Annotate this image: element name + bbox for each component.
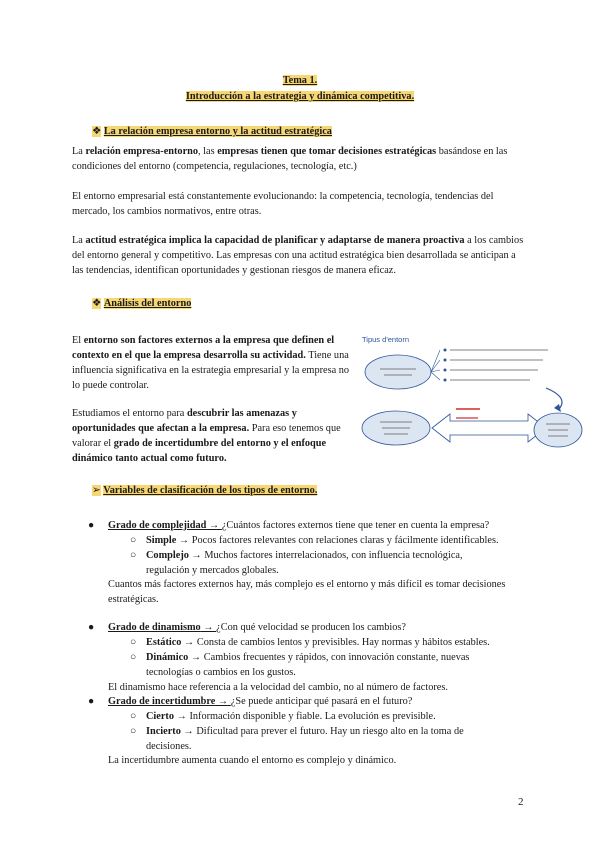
bullet-dot: ● xyxy=(88,520,95,531)
section2-paragraph2: Estudiamos el entorno para descubrir las amenazas y oportunidades que afectan a la empresa. Para eso tenemos que valorar el grado de incertidumbre del entorno y el enfoque dinámico tanto actual como futuro. xyxy=(72,408,341,464)
page-number: 2 xyxy=(518,796,524,808)
section1-paragraph3: La actitud estratégica implica la capacidad de planificar y adaptarse de manera proactiva a los cambios del entorno general y competitivo. Las empresas con una actitud estratégica bien desarrollada se anticipan a las tendencias, identifican oportunidades y gestionan riesgos de manera eficaz. xyxy=(72,235,524,276)
dynamism-item: Grado de dinamismo → ¿Con qué velocidad se producen los cambios? xyxy=(108,622,407,633)
diagram-title: Tipus d'entorn xyxy=(362,335,410,344)
bullet-dot: ● xyxy=(88,622,95,633)
diagram-double-arrow xyxy=(432,414,546,442)
diagram-list xyxy=(444,349,549,382)
circle-bullet-icon: ○ xyxy=(130,637,137,648)
uncertainty-uncertain: Incierto → Dificultad para prever el futuro. Hay un riesgo alto en la toma de decisiones. xyxy=(146,726,464,752)
complexity-complex: Complejo → Muchos factores interrelacionados, con influencia tecnológica, regulación y mercados globales. xyxy=(146,550,463,576)
section2-paragraph1: El entorno son factores externos a la empresa que definen el contexto en el que la empresa desarrolla su actividad. Tiene una influencia significativa en la estrategia empresarial y la empresa no lo puede controlar. xyxy=(72,335,350,391)
uncertainty-note: La incertidumbre aumenta cuando el entorno es complejo y dinámico. xyxy=(108,755,397,766)
title-line1: Tema 1. xyxy=(282,75,318,86)
diagram-arrowhead xyxy=(554,404,561,412)
section2-heading: ❖ Análisis del entorno xyxy=(92,298,192,309)
complexity-simple: Simple → Pocos factores relevantes con relaciones claras y fácilmente identificables. xyxy=(146,535,499,546)
diagram-connector xyxy=(431,350,440,380)
circle-bullet-icon: ○ xyxy=(130,726,137,737)
circle-bullet-icon: ○ xyxy=(130,711,137,722)
complexity-item: Grado de complejidad → ¿Cuántos factores externos tiene que tener en cuenta la empresa? xyxy=(108,520,490,531)
section3-heading: ➢ Variables de clasificación de los tipos de entorno. xyxy=(92,485,318,496)
circle-bullet-icon: ○ xyxy=(130,535,137,546)
complexity-note: Cuantos más factores externos hay, más complejo es el entorno y más difícil es tomar decisiones estratégicas. xyxy=(108,579,506,605)
uncertainty-item: Grado de incertidumbre → ¿Se puede anticipar qué pasará en el futuro? xyxy=(108,696,413,707)
section1-paragraph2: El entorno empresarial está constantemente evolucionando: la competencia, tecnología, tendencias del mercado, los cambios normativos, entre otras. xyxy=(72,191,494,217)
section1-heading: ❖ La relación empresa entorno y la actitud estratégica xyxy=(92,126,332,137)
dynamism-static: Estático → Consta de cambios lentos y previsibles. Hay normas y hábitos estables. xyxy=(146,637,490,648)
circle-bullet-icon: ○ xyxy=(130,652,137,663)
bullet-dot: ● xyxy=(88,696,95,707)
circle-bullet-icon: ○ xyxy=(130,550,137,561)
title-line2: Introducción a la estrategia y dinámica competitiva. xyxy=(185,91,415,102)
entorn-types-diagram xyxy=(358,330,583,465)
diagram-ellipse-top xyxy=(365,355,431,389)
arrow-bullet-icon: ➢ xyxy=(92,485,101,496)
dynamism-note: El dinamismo hace referencia a la velocidad del cambio, no al número de factores. xyxy=(108,682,448,693)
diamond-bullet-icon: ❖ xyxy=(92,298,102,309)
dynamism-dynamic: Dinámico → Cambios frecuentes y rápidos, con innovación constante, nuevas tecnologías o cambios en los gustos. xyxy=(146,652,470,678)
section1-paragraph1: La relación empresa-entorno, las empresas tienen que tomar decisiones estratégicas basándose en las condiciones del entorno (competencia, regulaciones, tecnología, etc.) xyxy=(72,146,508,172)
uncertainty-certain: Cierto → Información disponible y fiable. La evolución es previsible. xyxy=(146,711,436,722)
diamond-bullet-icon: ❖ xyxy=(92,126,102,137)
